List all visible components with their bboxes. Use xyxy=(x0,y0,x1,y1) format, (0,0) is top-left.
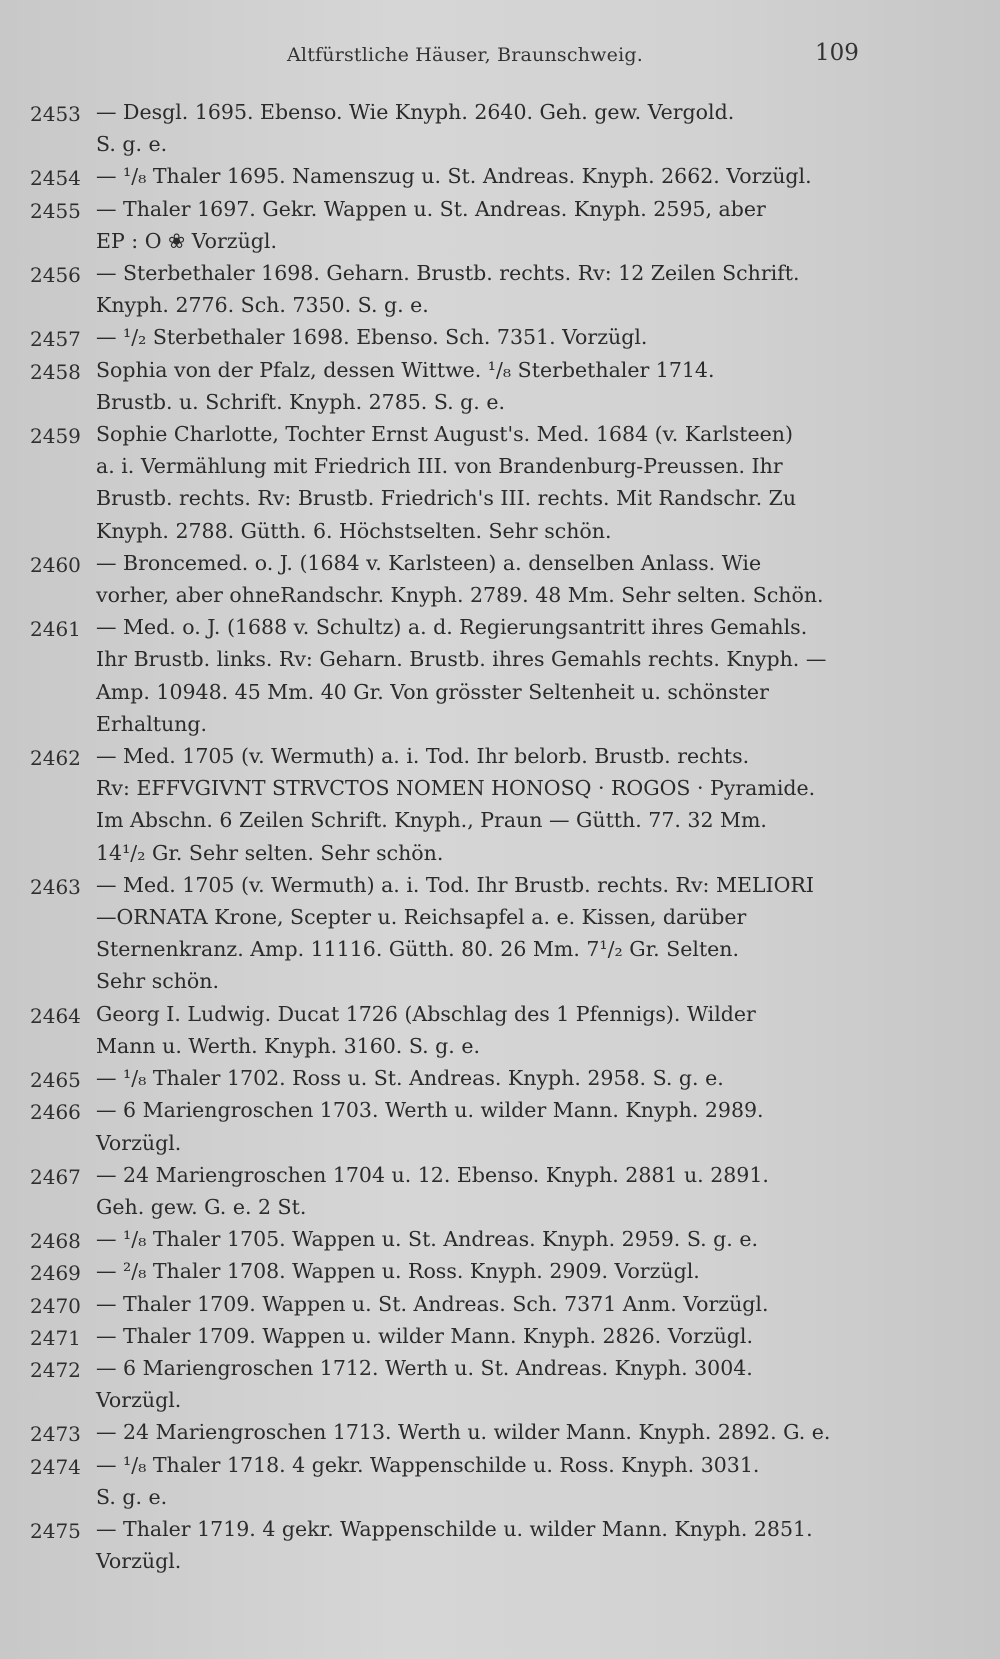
entry-line: — Med. 1705 (v. Wermuth) a. i. Tod. Ihr belorb. Brustb. rechts. xyxy=(96,744,750,769)
entry-line: Vorzügl. xyxy=(96,1549,182,1574)
entry-line: EP : O ❀ Vorzügl. xyxy=(96,228,277,253)
entry-description xyxy=(96,321,875,353)
entry-line: — 6 Mariengroschen 1712. Werth u. St. Andreas. Knyph. 3004. xyxy=(96,1355,753,1380)
catalogue-entry xyxy=(30,96,875,160)
catalogue-entry xyxy=(30,740,875,869)
entry-line: Sophie Charlotte, Tochter Ernst August's. Med. 1684 (v. Karlsteen) xyxy=(96,422,793,447)
entry-number: 2471 xyxy=(30,1325,81,1350)
entry-line: Im Abschn. 6 Zeilen Schrift. Knyph., Praun — Gütth. 77. 32 Mm. xyxy=(96,808,767,833)
catalogue-entry xyxy=(30,1223,875,1255)
entry-line: Sternenkranz. Amp. 11116. Gütth. 80. 26 Mm. 7¹/₂ Gr. Selten. xyxy=(96,937,740,962)
entry-number: 2472 xyxy=(30,1357,81,1382)
entry-description xyxy=(96,547,875,611)
entry-description xyxy=(96,1288,875,1320)
entry-description xyxy=(96,1449,875,1513)
entry-line: vorher, aber ohneRandschr. Knyph. 2789. 48 Mm. Sehr selten. Schön. xyxy=(96,583,824,608)
entry-number: 2457 xyxy=(30,327,81,352)
catalogue-entry xyxy=(30,160,875,192)
entry-line: — ²/₈ Thaler 1708. Wappen u. Ross. Knyph. 2909. Vorzügl. xyxy=(96,1259,700,1284)
catalogue-entry xyxy=(30,1159,875,1223)
catalogue-entry xyxy=(30,869,875,998)
entry-line: — Thaler 1697. Gekr. Wappen u. St. Andreas. Knyph. 2595, aber xyxy=(96,196,766,221)
entry-number: 2456 xyxy=(30,263,81,288)
entry-number: 2464 xyxy=(30,1003,81,1028)
entry-number: 2470 xyxy=(30,1293,81,1318)
entry-line: — 24 Mariengroschen 1704 u. 12. Ebenso. Knyph. 2881 u. 2891. xyxy=(96,1162,769,1187)
entry-description xyxy=(96,193,875,257)
entry-number: 2455 xyxy=(30,198,81,223)
entry-line: S. g. e. xyxy=(96,1484,168,1509)
entry-line: Georg I. Ludwig. Ducat 1726 (Abschlag des 1 Pfennigs). Wilder xyxy=(96,1001,756,1026)
entry-description xyxy=(96,160,875,192)
catalogue-entry xyxy=(30,998,875,1062)
entry-number: 2473 xyxy=(30,1422,81,1447)
entry-number: 2469 xyxy=(30,1261,81,1286)
entry-number: 2454 xyxy=(30,166,81,191)
entry-line: Mann u. Werth. Knyph. 3160. S. g. e. xyxy=(96,1033,480,1058)
entry-number: 2465 xyxy=(30,1068,81,1093)
entry-description xyxy=(96,257,875,321)
entry-description xyxy=(96,1416,875,1448)
entry-line: — ¹/₈ Thaler 1695. Namenszug u. St. Andreas. Knyph. 2662. Vorzügl. xyxy=(96,164,812,189)
entry-description xyxy=(96,740,875,869)
entry-line: — Med. o. J. (1688 v. Schultz) a. d. Regierungsantritt ihres Gemahls. xyxy=(96,615,808,640)
entry-line: — Thaler 1719. 4 gekr. Wappenschilde u. wilder Mann. Knyph. 2851. xyxy=(96,1516,813,1541)
entry-line: — Thaler 1709. Wappen u. St. Andreas. Sch. 7371 Anm. Vorzügl. xyxy=(96,1291,769,1316)
catalogue-entry xyxy=(30,1513,875,1577)
entry-line: — Desgl. 1695. Ebenso. Wie Knyph. 2640. Geh. gew. Vergold. xyxy=(96,100,735,124)
catalogue-entry xyxy=(30,1094,875,1158)
entry-description xyxy=(96,1159,875,1223)
entry-description xyxy=(96,96,875,160)
catalogue-entry xyxy=(30,1255,875,1287)
entry-number: 2466 xyxy=(30,1100,81,1125)
entry-description xyxy=(96,869,875,998)
entry-description xyxy=(96,1255,875,1287)
entry-number: 2462 xyxy=(30,746,81,771)
entry-description xyxy=(96,418,875,547)
entry-number: 2459 xyxy=(30,424,81,449)
entry-description xyxy=(96,998,875,1062)
catalogue-entry xyxy=(30,547,875,611)
running-header: Altfürstliche Häuser, Braunschweig. xyxy=(287,44,643,66)
entry-line: a. i. Vermählung mit Friedrich III. von Brandenburg-Preussen. Ihr xyxy=(96,454,783,479)
catalogue-entry xyxy=(30,257,875,321)
entry-line: S. g. e. xyxy=(96,132,168,157)
entry-number: 2458 xyxy=(30,359,81,384)
entry-line: Vorzügl. xyxy=(96,1388,182,1413)
entry-line: Knyph. 2788. Gütth. 6. Höchstselten. Sehr schön. xyxy=(96,518,612,543)
catalogue-entry xyxy=(30,354,875,418)
entry-line: Knyph. 2776. Sch. 7350. S. g. e. xyxy=(96,293,429,318)
entry-number: 2460 xyxy=(30,552,81,577)
entry-line: Sehr schön. xyxy=(96,969,219,994)
entry-number: 2468 xyxy=(30,1229,81,1254)
catalogue-entry xyxy=(30,1352,875,1416)
entry-line: — 6 Mariengroschen 1703. Werth u. wilder Mann. Knyph. 2989. xyxy=(96,1098,764,1123)
entry-line: —ORNATA Krone, Scepter u. Reichsapfel a. e. Kissen, darüber xyxy=(96,905,747,930)
catalogue-entry xyxy=(30,611,875,740)
entry-number: 2453 xyxy=(30,102,81,126)
entry-line: Ihr Brustb. links. Rv: Geharn. Brustb. ihres Gemahls rechts. Knyph. — xyxy=(96,647,827,672)
entry-line: — Thaler 1709. Wappen u. wilder Mann. Knyph. 2826. Vorzügl. xyxy=(96,1323,753,1348)
entry-number: 2463 xyxy=(30,874,81,899)
entry-line: — ¹/₈ Thaler 1702. Ross u. St. Andreas. Knyph. 2958. S. g. e. xyxy=(96,1066,724,1091)
page-number: 109 xyxy=(815,40,859,66)
entry-line: — 24 Mariengroschen 1713. Werth u. wilder Mann. Knyph. 2892. G. e. xyxy=(96,1420,831,1445)
catalogue-entry xyxy=(30,321,875,353)
entry-description xyxy=(96,1352,875,1416)
catalogue-entry xyxy=(30,1288,875,1320)
entry-line: Erhaltung. xyxy=(96,711,208,736)
entry-line: — Med. 1705 (v. Wermuth) a. i. Tod. Ihr Brustb. rechts. Rv: MELIORI xyxy=(96,872,814,897)
entry-line: — Broncemed. o. J. (1684 v. Karlsteen) a. denselben Anlass. Wie xyxy=(96,550,762,575)
entry-description xyxy=(96,1062,875,1094)
entry-description xyxy=(96,1223,875,1255)
entry-number: 2461 xyxy=(30,617,81,642)
entry-line: Sophia von der Pfalz, dessen Wittwe. ¹/₈ Sterbethaler 1714. xyxy=(96,357,715,382)
entry-description xyxy=(96,1094,875,1158)
catalogue-entry xyxy=(30,418,875,547)
entry-line: Brustb. rechts. Rv: Brustb. Friedrich's III. rechts. Mit Randschr. Zu xyxy=(96,486,797,511)
entry-line: Brustb. u. Schrift. Knyph. 2785. S. g. e. xyxy=(96,389,505,414)
entry-description xyxy=(96,354,875,418)
catalogue-entry xyxy=(30,193,875,257)
entry-line: Amp. 10948. 45 Mm. 40 Gr. Von grösster Seltenheit u. schönster xyxy=(96,679,769,704)
entry-number: 2474 xyxy=(30,1454,81,1479)
catalogue-entry xyxy=(30,1449,875,1513)
entry-number: 2467 xyxy=(30,1164,81,1189)
entry-line: 14¹/₂ Gr. Sehr selten. Sehr schön. xyxy=(96,840,444,865)
entry-line: — ¹/₈ Thaler 1705. Wappen u. St. Andreas. Knyph. 2959. S. g. e. xyxy=(96,1227,758,1252)
catalogue-entry xyxy=(30,1320,875,1352)
entry-line: — ¹/₈ Thaler 1718. 4 gekr. Wappenschilde u. Ross. Knyph. 3031. xyxy=(96,1452,760,1477)
entry-line: Geh. gew. G. e. 2 St. xyxy=(96,1194,307,1219)
entry-number: 2475 xyxy=(30,1518,81,1543)
entry-description xyxy=(96,611,875,740)
entry-line: Vorzügl. xyxy=(96,1130,182,1155)
catalogue-entry xyxy=(30,1416,875,1448)
entry-description xyxy=(96,1513,875,1577)
entry-description xyxy=(96,1320,875,1352)
entry-line: Rv: EFFVGIVNT STRVCTOS NOMEN HONOSQ · ROGOS · Pyramide. xyxy=(96,776,816,801)
entry-line: — Sterbethaler 1698. Geharn. Brustb. rechts. Rv: 12 Zeilen Schrift. xyxy=(96,261,800,286)
catalogue-entry xyxy=(30,1062,875,1094)
entry-line: — ¹/₂ Sterbethaler 1698. Ebenso. Sch. 7351. Vorzügl. xyxy=(96,325,648,350)
catalogue-entries xyxy=(30,96,875,1577)
